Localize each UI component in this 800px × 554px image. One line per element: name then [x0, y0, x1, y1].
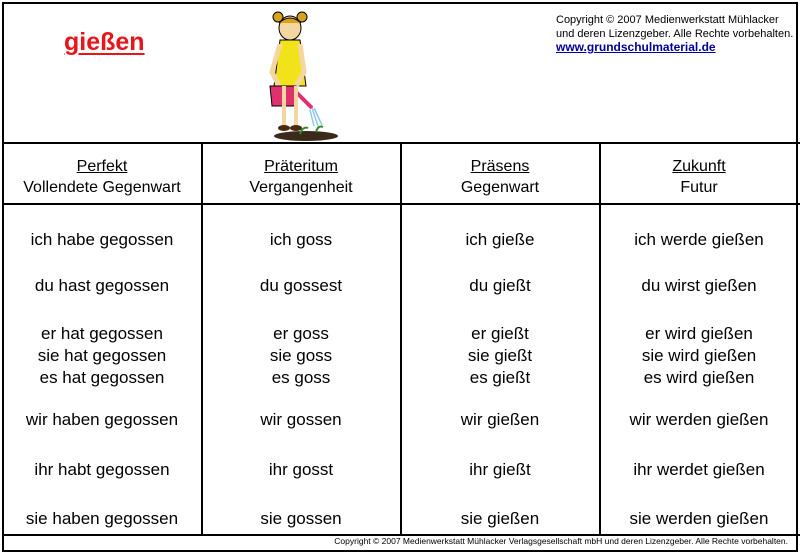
tense-name: Perfekt	[76, 158, 128, 175]
conjugation-form: er hat gegossen	[41, 324, 163, 343]
conjugation-form: es goss	[271, 368, 331, 387]
girl-watering-plants-illustration	[260, 8, 340, 146]
conjugation-form: du gießt	[469, 276, 531, 295]
conjugation-form: ihr gosst	[268, 460, 334, 479]
tense-name: Präsens	[470, 158, 530, 175]
conjugation-form: ich werde gießen	[634, 230, 764, 249]
conjugation-form: wir gießen	[460, 410, 540, 429]
conjugation-form: ich goss	[269, 230, 333, 249]
conjugation-form: es gießt	[469, 368, 531, 387]
verb-title: gießen	[64, 28, 145, 56]
tense-german-name: Gegenwart	[460, 179, 540, 196]
conjugation-form: er goss	[273, 324, 329, 343]
tense-name: Zukunft	[672, 158, 726, 175]
column-header-perfekt	[4, 156, 200, 198]
copyright-line-1: Copyright © 2007 Medienwerkstatt Mühlacker	[556, 14, 779, 26]
conjugation-form: ihr habt gegossen	[34, 460, 170, 479]
column-header-zukunft	[601, 156, 797, 198]
footer-copyright: Copyright © 2007 Medienwerkstatt Mühlacker Verlagsgesellschaft mbH und deren Lizenzgeber. Alle Rechte vorbehalten.	[334, 536, 788, 546]
conjugation-form: er wird gießen	[645, 324, 753, 343]
tense-german-name: Vergangenheit	[249, 179, 353, 196]
conjugation-form: ich gieße	[465, 230, 535, 249]
conjugation-form: sie hat gegossen	[37, 346, 167, 365]
conjugation-form: sie haben gegossen	[25, 509, 179, 528]
conjugation-form: er gießt	[471, 324, 529, 343]
copyright-line-2: und deren Lizenzgeber. Alle Rechte vorbehalten.	[556, 27, 794, 40]
conjugation-form: sie gießen	[460, 509, 540, 528]
conjugation-form: sie gießt	[467, 346, 533, 365]
conjugation-form: sie goss	[269, 346, 333, 365]
copyright-notice	[556, 14, 793, 56]
conjugation-form: wir haben gegossen	[25, 410, 179, 429]
tense-german-name: Vollendete Gegenwart	[23, 179, 181, 196]
conjugation-form: es hat gegossen	[39, 368, 165, 387]
conjugation-form: sie werden gießen	[629, 509, 769, 528]
conjugation-form: du wirst gießen	[641, 276, 757, 295]
conjugation-form: sie wird gießen	[641, 346, 757, 365]
column-header-praesens	[402, 156, 598, 198]
conjugation-form: wir gossen	[260, 410, 342, 429]
conjugation-form: ich habe gegossen	[30, 230, 174, 249]
conjugation-form: sie gossen	[260, 509, 342, 528]
table-header-divider	[4, 203, 800, 205]
header-divider	[4, 142, 800, 144]
conjugation-form: du gossest	[259, 276, 343, 295]
tense-name: Präteritum	[264, 158, 338, 175]
tense-german-name: Futur	[680, 179, 718, 196]
conjugation-form: es wird gießen	[643, 368, 755, 387]
conjugation-form: ihr gießt	[469, 460, 531, 479]
conjugation-form: du hast gegossen	[34, 276, 170, 295]
worksheet	[2, 2, 798, 552]
conjugation-form: wir werden gießen	[629, 410, 769, 429]
column-header-praeteritum	[203, 156, 399, 198]
conjugation-form: ihr werdet gießen	[633, 460, 765, 479]
website-link[interactable]: www.grundschulmaterial.de	[556, 40, 716, 54]
